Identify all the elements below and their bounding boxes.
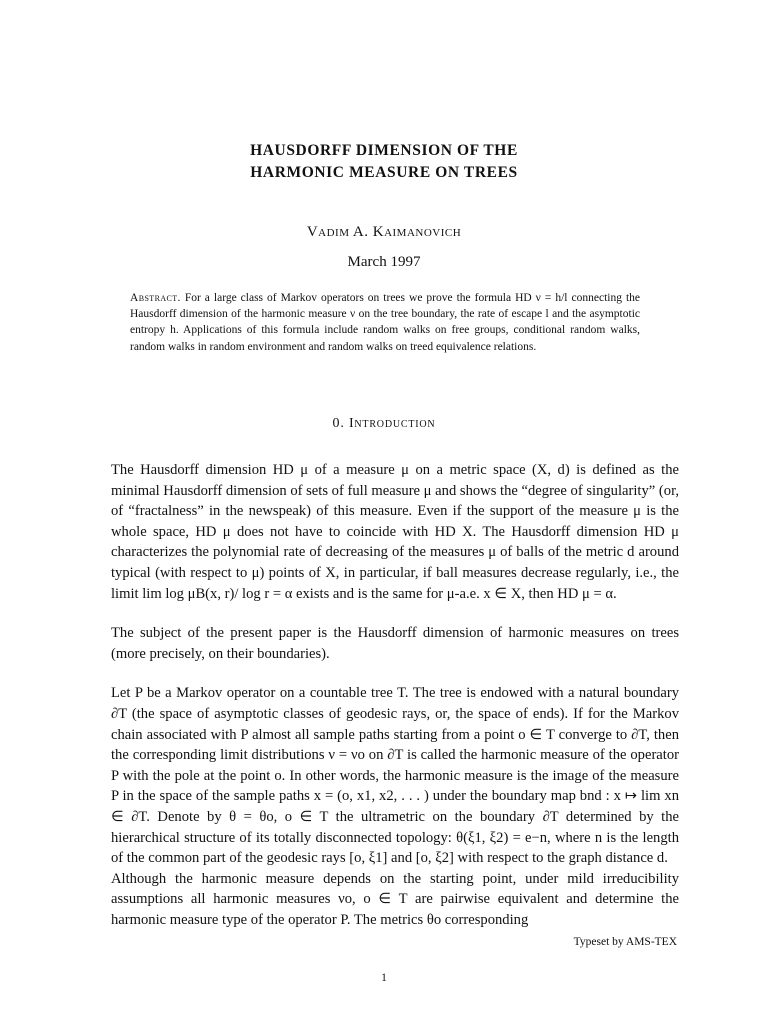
publication-date: March 1997 [347,254,421,270]
title-line-1: HAUSDORFF DIMENSION OF THE [250,142,518,159]
body-text [111,460,679,930]
abstract [130,290,640,355]
paragraph-4: Although the harmonic measure depends on the starting point, under mild irreducibility assumptions all harmonic measures νo, o ∈ T are pairwise equivalent and determine the harmonic measure type of the operator P. The metrics θo corresponding [111,870,679,928]
abstract-text: For a large class of Markov operators on trees we prove the formula HD ν = h/l connecting the Hausdorff dimension of the harmonic measure ν on the tree boundary, the rate of escape l and the asymptotic entropy h. Applications of this formula include random walks on free groups, conditional random walks, random walks in random environment and random walks on treed equivalence relations. [130,292,641,353]
section-heading: 0. Introduction [332,416,436,431]
paragraph-1: The Hausdorff dimension HD μ of a measure μ on a metric space (X, d) is defined as the minimal Hausdorff dimension of sets of full measure μ and shows the “degree of singularity” (or, of “fractalness” in the newspeak) of this measure. Even if the support of the measure μ is the whole space, HD μ does not have to coincide with HD X. The Hausdorff dimension HD μ characterizes the polynomial rate of decreasing of the measures μ of balls of the metric d around typical (with respect to μ) points of X, in particular, if ball measures decrease regularly, i.e., the limit lim log μB(x, r)/ log r = α exists and is the same for μ-a.e. x ∈ X, then HD μ = α. [111,462,679,602]
abstract-label: Abstract. [130,292,181,304]
paragraph-3: Let P be a Markov operator on a countable tree T. The tree is endowed with a natural boundary ∂T (the space of asymptotic classes of geodesic rays, or, the space of ends). If for the Markov chain associated with P almost all sample paths starting from a point o ∈ T converge to ∂T, then the corresponding limit distributions ν = νo on ∂T is called the harmonic measure of the operator P with the pole at the point o. In other words, the harmonic measure is the image of the measure P in the space of the sample paths x = (o, x1, x2, . . . ) under the boundary map bnd : x ↦ lim xn ∈ ∂T. Denote by θ = θo, o ∈ T the ultrametric on the boundary ∂T determined by the hierarchical structure of its totally disconnected topology: θ(ξ1, ξ2) = e−n, where n is the length of the common part of the geodesic rays [o, ξ1] and [o, ξ2] with respect to the graph distance d. [111,685,679,867]
author-name: Vadim A. Kaimanovich [306,224,462,240]
page-number: 1 [381,972,387,984]
title-line-2: HARMONIC MEASURE ON TREES [250,164,518,181]
paragraph-2: The subject of the present paper is the Hausdorff dimension of harmonic measures on trees (more precisely, on their boundaries). [111,625,679,662]
typeset-note: Typeset by AMS-TEX [573,936,677,948]
paper-title [0,140,768,184]
